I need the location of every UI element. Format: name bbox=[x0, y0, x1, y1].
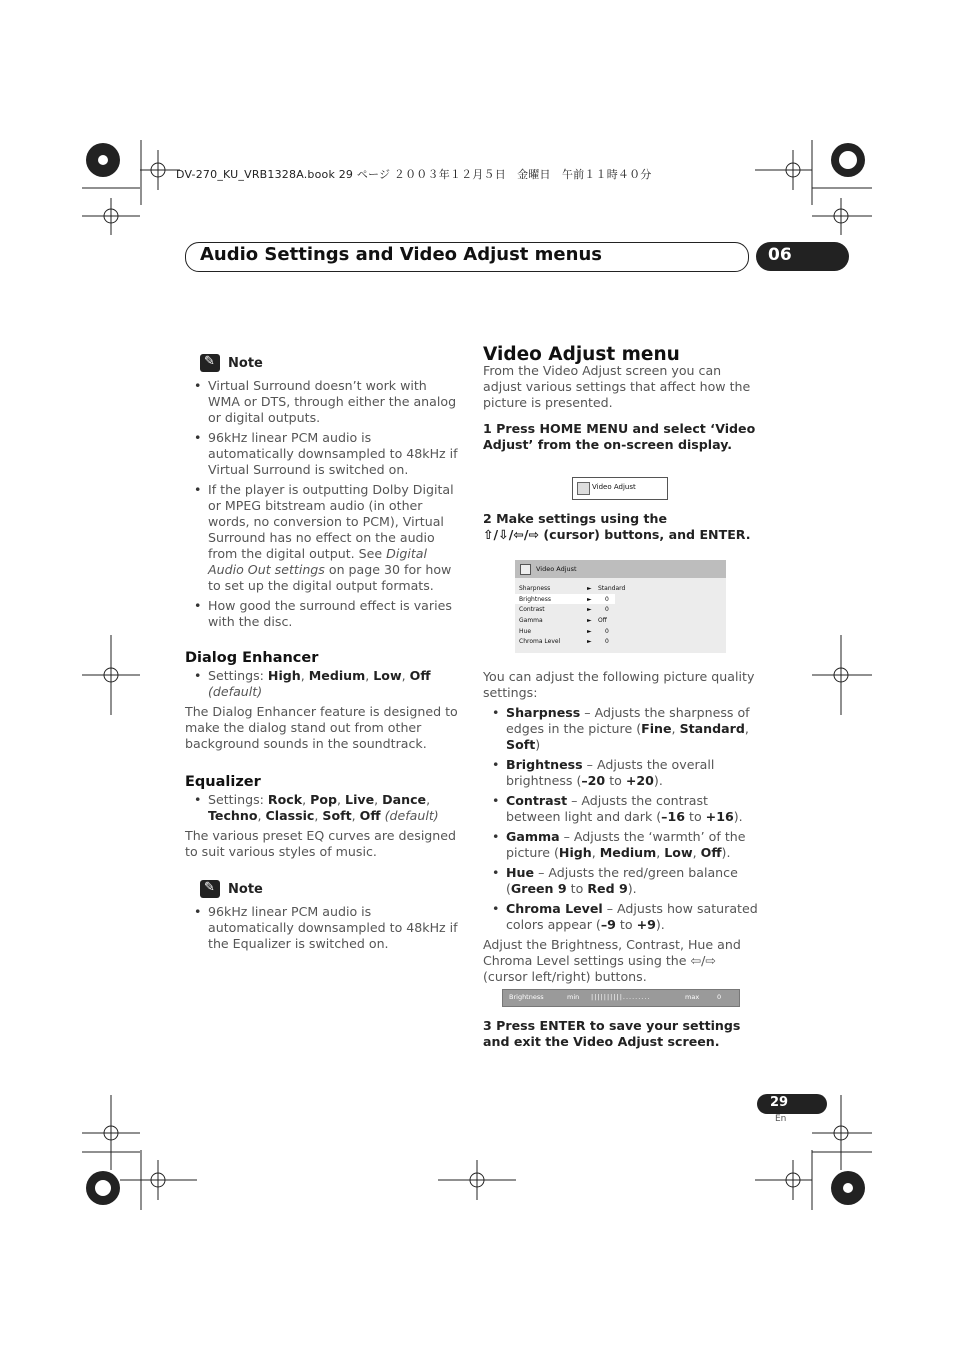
bar-min: min bbox=[567, 993, 580, 1001]
option: Dance bbox=[382, 792, 427, 807]
option: Low bbox=[373, 668, 402, 683]
range-min: –9 bbox=[600, 917, 616, 932]
note-text: on page 30 for how to set up the digital output formats. bbox=[208, 562, 452, 593]
option: Low bbox=[664, 845, 693, 860]
video-adjust-icon bbox=[577, 482, 590, 495]
equalizer-settings bbox=[185, 792, 460, 824]
setting-desc: – Adjusts the ‘warmth’ of the picture ( bbox=[506, 829, 746, 860]
step-3: 3 Press ENTER to save your settings and exit the Video Adjust screen. bbox=[483, 1018, 741, 1049]
note-text: If the player is outputting Dolby Digital or MPEG bitstream audio (in other words, no conversion to PCM), Virtual Surround has no effect on the audio from the digital output. See bbox=[208, 482, 454, 561]
menu-item-video-adjust bbox=[572, 477, 668, 500]
setting-desc: – Adjusts the red/green balance ( bbox=[506, 865, 738, 896]
row-value: Off bbox=[598, 617, 607, 624]
bar-max: max bbox=[685, 993, 700, 1001]
setting-name: Sharpness bbox=[506, 705, 581, 720]
list-item bbox=[483, 901, 758, 933]
option: Off bbox=[359, 808, 381, 823]
setting-desc: to bbox=[685, 809, 706, 824]
equalizer-description: The various preset EQ curves are designed to suit various styles of music. bbox=[185, 828, 457, 859]
bar-ticks: ||||||||||......... bbox=[591, 993, 651, 1001]
option: High bbox=[558, 845, 592, 860]
page-number-badge bbox=[757, 1094, 827, 1114]
cross-reference: Digital Audio Out settings bbox=[208, 546, 428, 577]
setting-desc: ). bbox=[733, 809, 743, 824]
option: Classic bbox=[265, 808, 315, 823]
video-adjust-screen bbox=[515, 560, 726, 653]
default-label: (default) bbox=[208, 684, 263, 699]
setting-desc: ). bbox=[655, 917, 665, 932]
picture-settings-list bbox=[483, 705, 758, 933]
dialog-description: The Dialog Enhancer feature is designed to make the dialog stand out from other background sounds in the soundtrack. bbox=[185, 704, 458, 751]
arrow-icon: ► bbox=[587, 638, 592, 645]
row-label: Gamma bbox=[519, 617, 543, 624]
setting-desc: – Adjusts how saturated colors appear ( bbox=[506, 901, 758, 932]
option: Pop bbox=[310, 792, 338, 807]
setting-desc: ). bbox=[721, 845, 731, 860]
chapter-number: 06 bbox=[768, 245, 792, 265]
screen-title-bar bbox=[515, 560, 726, 578]
row-label: Chroma Level bbox=[519, 638, 561, 645]
video-adjust-icon bbox=[520, 564, 531, 575]
default-label: (default) bbox=[384, 808, 439, 823]
adjust-intro: You can adjust the following picture quality settings: bbox=[483, 669, 755, 700]
option: Medium bbox=[599, 845, 657, 860]
screen-title: Video Adjust bbox=[536, 565, 577, 573]
dialog-settings bbox=[185, 668, 460, 700]
setting-name: Gamma bbox=[506, 829, 560, 844]
bar-label: Brightness bbox=[509, 993, 544, 1001]
menu-item-label: Video Adjust bbox=[592, 483, 636, 491]
settings-label: Settings: bbox=[208, 792, 268, 807]
option: Rock bbox=[267, 792, 303, 807]
page-title: Audio Settings and Video Adjust menus bbox=[200, 244, 602, 265]
step-2-line2: ⇧/⇩/⇦/⇨ (cursor) buttons, and ENTER. bbox=[483, 527, 751, 542]
row-label: Brightness bbox=[519, 596, 551, 603]
row-label: Sharpness bbox=[519, 585, 551, 592]
list-item: • Sharpness – Adjusts the sharpness of edges in the picture (Fine, Standard, Soft) bbox=[483, 705, 758, 753]
setting-name: Contrast bbox=[506, 793, 568, 808]
option: Live bbox=[345, 792, 375, 807]
note-label: Note bbox=[228, 881, 263, 897]
setting-desc: to bbox=[605, 773, 626, 788]
step-2 bbox=[483, 511, 758, 543]
setting-desc: – Adjusts the sharpness of edges in the picture ( bbox=[506, 705, 750, 736]
arrow-icon: ► bbox=[587, 628, 592, 635]
page-number: 29 bbox=[770, 1095, 789, 1110]
row-label: Contrast bbox=[519, 606, 545, 613]
option: High bbox=[267, 668, 301, 683]
setting-name: Hue bbox=[506, 865, 535, 880]
intro-text: From the Video Adjust screen you can adjust various settings that affect how the picture is presented. bbox=[483, 363, 751, 410]
arrow-icon: ► bbox=[587, 606, 592, 613]
setting-desc: ). bbox=[627, 881, 637, 896]
option: Standard bbox=[679, 721, 745, 736]
list-item: • 96kHz linear PCM audio is automatically downsampled to 48kHz if Virtual Surround is switched on. bbox=[185, 430, 460, 478]
range-max: +9 bbox=[636, 917, 656, 932]
list-item bbox=[483, 865, 758, 897]
step-2-line1: 2 Make settings using the bbox=[483, 511, 668, 526]
bar-value: 0 bbox=[717, 993, 722, 1001]
note-list bbox=[185, 378, 460, 630]
range-max: Red 9 bbox=[587, 881, 628, 896]
list-item bbox=[185, 482, 460, 594]
note-heading bbox=[200, 354, 460, 372]
note-icon bbox=[200, 354, 220, 372]
row-value: 0 bbox=[605, 606, 609, 613]
arrow-icon: ► bbox=[587, 585, 592, 592]
option: Fine bbox=[641, 721, 672, 736]
row-value: 0 bbox=[605, 638, 609, 645]
row-value: 0 bbox=[605, 596, 609, 603]
section-title: Video Adjust menu bbox=[483, 344, 680, 365]
list-item bbox=[483, 793, 758, 825]
range-max: +16 bbox=[705, 809, 734, 824]
setting-desc: – Adjusts the contrast between light and dark ( bbox=[506, 793, 708, 824]
note-label: Note bbox=[228, 355, 263, 371]
print-line: DV-270_KU_VRB1328A.book 29 ページ ２００３年１２月５日 金曜日 午前１１時４０分 bbox=[176, 168, 652, 181]
list-item: • How good the surround effect is varies with the disc. bbox=[185, 598, 460, 630]
row-value: 0 bbox=[605, 628, 609, 635]
right-column bbox=[483, 344, 758, 453]
list-item: • 96kHz linear PCM audio is automatically downsampled to 48kHz if the Equalizer is switched on. bbox=[185, 904, 460, 952]
setting-name: Brightness bbox=[506, 757, 583, 772]
option: Soft bbox=[506, 737, 536, 752]
setting-name: Chroma Level bbox=[506, 901, 603, 916]
list-item: • Virtual Surround doesn’t work with WMA or DTS, through either the analog or digital outputs. bbox=[185, 378, 460, 426]
equalizer-heading: Equalizer bbox=[185, 774, 261, 790]
range-min: Green 9 bbox=[510, 881, 567, 896]
note-heading bbox=[200, 880, 460, 898]
range-min: –20 bbox=[581, 773, 606, 788]
setting-desc: to bbox=[566, 881, 588, 896]
setting-desc: ) bbox=[535, 737, 541, 752]
row-label: Hue bbox=[519, 628, 532, 635]
list-item bbox=[483, 757, 758, 789]
list-item: • Gamma – Adjusts the ‘warmth’ of the picture (High, Medium, Low, Off). bbox=[483, 829, 758, 861]
chapter-badge bbox=[756, 242, 849, 271]
arrow-icon: ► bbox=[587, 617, 592, 624]
dialog-enhancer-heading: Dialog Enhancer bbox=[185, 650, 319, 666]
option: Medium bbox=[308, 668, 366, 683]
setting-desc: to bbox=[615, 917, 637, 932]
step-1: 1 Press HOME MENU and select ‘Video Adjust’ from the on-screen display. bbox=[483, 421, 756, 452]
brightness-bar bbox=[502, 989, 740, 1007]
adjust-section bbox=[483, 669, 758, 985]
list-item: • Settings: High, Medium, Low, Off (default) bbox=[185, 668, 460, 700]
range-min: –16 bbox=[661, 809, 685, 824]
row-value: Standard bbox=[598, 585, 626, 592]
note-list bbox=[185, 904, 460, 952]
arrow-icon: ► bbox=[587, 596, 592, 603]
setting-desc: – Adjusts the overall brightness ( bbox=[506, 757, 715, 788]
note-icon bbox=[200, 880, 220, 898]
left-column bbox=[185, 354, 460, 956]
list-item: • Settings: Rock, Pop, Live, Dance, Techno, Classic, Soft, Off (default) bbox=[185, 792, 460, 824]
language-label: En bbox=[775, 1114, 787, 1124]
option: Techno bbox=[208, 808, 258, 823]
adjust-note: Adjust the Brightness, Contrast, Hue and Chroma Level settings using the ⇦/⇨ (cursor left/right) buttons. bbox=[483, 937, 741, 984]
setting-desc: ). bbox=[653, 773, 663, 788]
range-max: +20 bbox=[625, 773, 654, 788]
option: Off bbox=[409, 668, 431, 683]
settings-label: Settings: bbox=[208, 668, 268, 683]
option: Off bbox=[700, 845, 722, 860]
option: Soft bbox=[322, 808, 352, 823]
